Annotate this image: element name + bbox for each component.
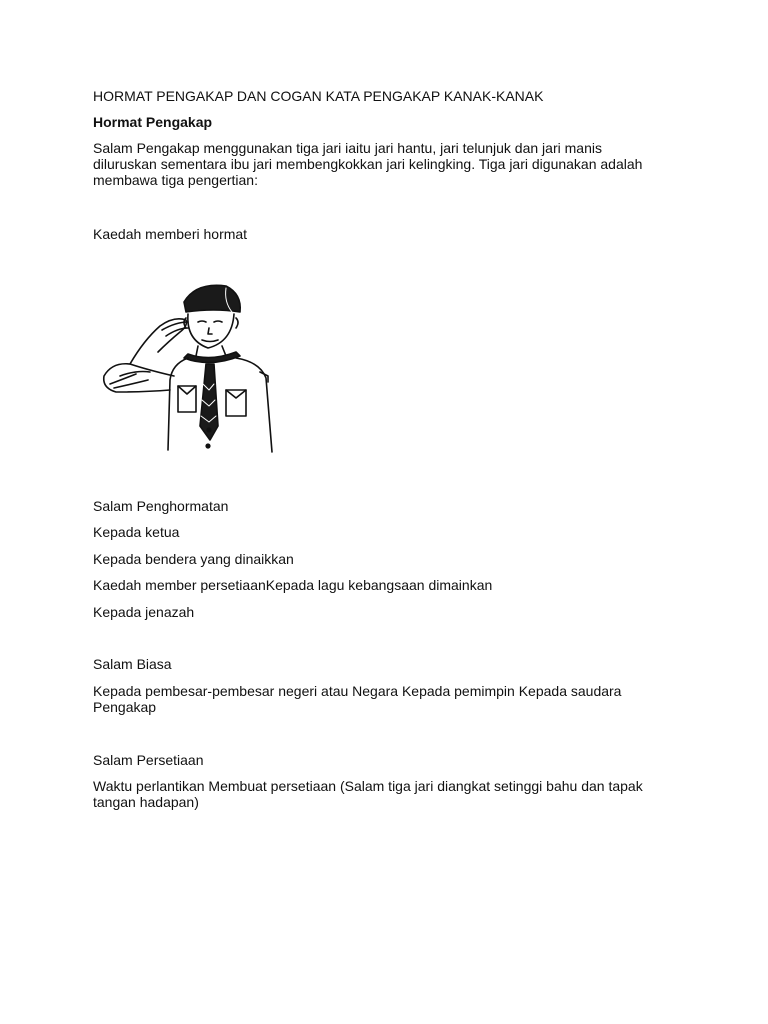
penghormatan-item: Kepada ketua: [93, 524, 180, 540]
salam-penghormatan-heading: Salam Penghormatan: [93, 498, 229, 514]
penghormatan-item: Kepada bendera yang dinaikkan: [93, 551, 294, 567]
salam-persetiaan-text: Waktu perlantikan Membuat persetiaan (Salam tiga jari diangkat setinggi bahu dan tapak tangan hadapan): [93, 778, 647, 810]
salam-persetiaan-heading: Salam Persetiaan: [93, 752, 204, 768]
salam-biasa-text: Kepada pembesar-pembesar negeri atau Negara Kepada pemimpin Kepada saudara Pengakap: [93, 683, 626, 715]
scout-saluting-illustration: [96, 280, 286, 455]
section-heading: Hormat Pengakap: [93, 114, 213, 130]
document-title: HORMAT PENGAKAP DAN COGAN KATA PENGAKAP KANAK-KANAK: [93, 88, 544, 104]
penghormatan-item: Kaedah member persetiaanKepada lagu kebangsaan dimainkan: [93, 577, 493, 593]
penghormatan-item: Kepada jenazah: [93, 604, 195, 620]
method-label: Kaedah memberi hormat: [93, 226, 248, 242]
intro-paragraph: Salam Pengakap menggunakan tiga jari iaitu jari hantu, jari telunjuk dan jari manis diluruskan sementara ibu jari membengkokkan jari kelingking. Tiga jari digunakan adalah membawa tiga pengertian:: [93, 140, 647, 188]
salam-biasa-heading: Salam Biasa: [93, 656, 172, 672]
